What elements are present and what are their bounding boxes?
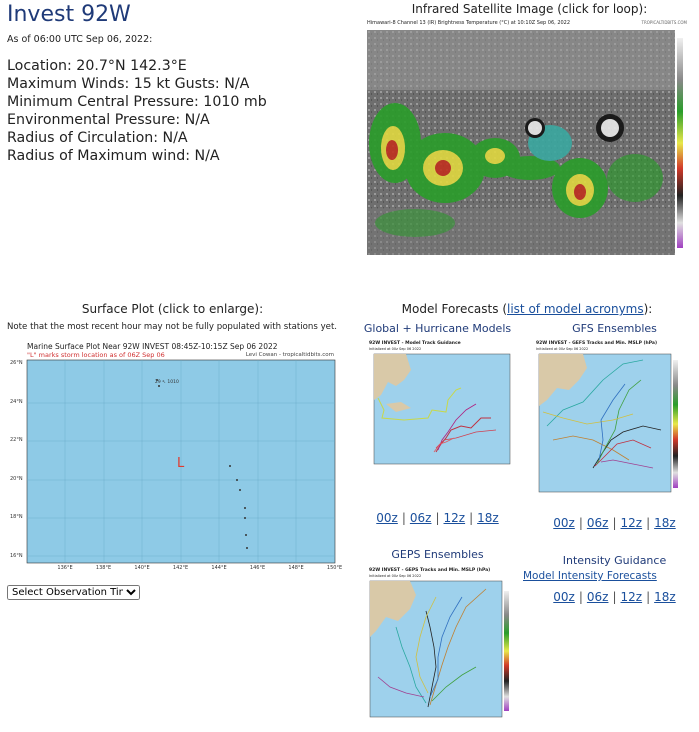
- min-pressure-text: Minimum Central Pressure: 1010 mb: [7, 94, 267, 110]
- satellite-map: [355, 18, 693, 262]
- x-tick-label: 136°E: [57, 565, 73, 571]
- satellite-credit: TROPICALTIDBITS.COM: [641, 20, 687, 25]
- location-text: Location: 20.7°N 142.3°E: [7, 58, 187, 74]
- x-tick-label: 138°E: [95, 565, 112, 571]
- global-plot-title: 92W INVEST - Model Track Guidance: [369, 341, 461, 346]
- intensity-guidance-title: Intensity Guidance: [562, 554, 667, 567]
- storm-location-marker: L: [177, 456, 185, 471]
- model-acronyms-link[interactable]: list of model acronyms: [507, 302, 644, 316]
- y-tick-label: 20°N: [10, 475, 23, 482]
- x-tick-label: 148°E: [288, 565, 304, 571]
- radius-max-wind-text: Radius of Maximum wind: N/A: [7, 148, 220, 164]
- geps-plot-title: 92W INVEST - GEPS Tracks and Min. MSLP (hPa): [369, 568, 491, 573]
- surface-note: Note that the most recent hour may not be fully populated with stations yet.: [7, 322, 338, 332]
- radius-circulation-text: Radius of Circulation: N/A: [7, 130, 188, 146]
- observation-time-select[interactable]: [7, 585, 140, 600]
- intensity-run-18z[interactable]: 18z: [654, 590, 676, 604]
- gfs-ensembles-map: [533, 340, 686, 495]
- geps-ensembles-image[interactable]: [366, 567, 519, 720]
- satellite-header: Infrared Satellite Image (click for loop):: [411, 2, 648, 16]
- global-run-00z[interactable]: 00z: [376, 511, 398, 525]
- y-tick-label: 26°N: [10, 360, 23, 366]
- global-models-title: Global + Hurricane Models: [363, 322, 512, 335]
- page-title: Invest 92W: [7, 2, 131, 27]
- gfs-run-06z[interactable]: 06z: [586, 516, 609, 530]
- gfs-run-00z[interactable]: 00z: [553, 516, 575, 530]
- global-run-06z[interactable]: 06z: [409, 511, 432, 525]
- gfs-runs-links: 00z | 06z | 12z | 18z: [553, 516, 676, 530]
- storm-info: [7, 57, 267, 165]
- surface-plot-title: Marine Surface Plot Near 92W INVEST 08:45Z-10:15Z Sep 06 2022: [27, 342, 278, 351]
- model-forecasts-header: Model Forecasts (list of model acronyms):: [401, 302, 653, 316]
- geps-plot-sub: Initialized at 00z Sep 06 2022: [369, 574, 422, 578]
- svg-text:29 ↖ 1010: 29 ↖ 1010: [155, 380, 179, 385]
- global-run-12z[interactable]: 12z: [443, 511, 466, 525]
- gfs-ensembles-image[interactable]: [533, 340, 686, 495]
- x-tick-label: 144°E: [211, 565, 227, 571]
- surface-ticks: [7, 340, 343, 577]
- y-tick-label: 22°N: [10, 437, 23, 443]
- max-winds-text: Maximum Winds: 15 kt Gusts: N/A: [7, 76, 250, 92]
- global-plot-sub: Initialized at 00z Sep 06 2022: [369, 347, 422, 351]
- y-tick-label: 16°N: [10, 552, 23, 559]
- surface-plot-credit: Levi Cowan - tropicaltidbits.com: [245, 352, 334, 358]
- intensity-run-06z[interactable]: 06z: [586, 590, 609, 604]
- global-runs-links: 00z | 06z | 12z | 18z: [376, 511, 499, 525]
- geps-ensembles-map: [366, 567, 519, 720]
- intensity-runs-links: 00z | 06z | 12z | 18z: [553, 590, 676, 604]
- as-of-time: As of 06:00 UTC Sep 06, 2022:: [7, 34, 153, 45]
- geps-ensembles-title: GEPS Ensembles: [391, 548, 484, 561]
- gfs-ensembles-title: GFS Ensembles: [572, 322, 657, 335]
- global-run-18z[interactable]: 18z: [477, 511, 499, 525]
- x-tick-label: 150°E: [326, 565, 343, 571]
- y-tick-label: 24°N: [10, 398, 23, 405]
- global-models-image[interactable]: [366, 340, 514, 467]
- surface-plot-subtitle: "L" marks storm location as of 06Z Sep 06: [27, 351, 165, 359]
- global-models-map: [366, 340, 514, 467]
- intensity-run-00z[interactable]: 00z: [553, 590, 575, 604]
- gfs-run-18z[interactable]: 18z: [654, 516, 676, 530]
- x-tick-label: 142°E: [172, 565, 189, 571]
- satellite-image[interactable]: [355, 18, 693, 262]
- gfs-run-12z[interactable]: 12z: [620, 516, 643, 530]
- surface-plot-header: Surface Plot (click to enlarge):: [81, 302, 264, 316]
- satellite-caption: Himawari-8 Channel 13 (IR) Brightness Temperature (°C) at 10:10Z Sep 06, 2022: [367, 20, 571, 26]
- intensity-run-12z[interactable]: 12z: [620, 590, 643, 604]
- env-pressure-text: Environmental Pressure: N/A: [7, 112, 210, 128]
- surface-plot-image[interactable]: [7, 340, 343, 577]
- x-tick-label: 140°E: [134, 565, 150, 571]
- x-tick-label: 146°E: [249, 565, 266, 571]
- gfs-plot-title: 92W INVEST - GEFS Tracks and Min. MSLP (hPa): [536, 341, 657, 346]
- gfs-plot-sub: Initialized at 00z Sep 06 2022: [536, 347, 589, 351]
- y-tick-label: 18°N: [10, 514, 23, 520]
- model-intensity-link[interactable]: Model Intensity Forecasts: [523, 570, 657, 582]
